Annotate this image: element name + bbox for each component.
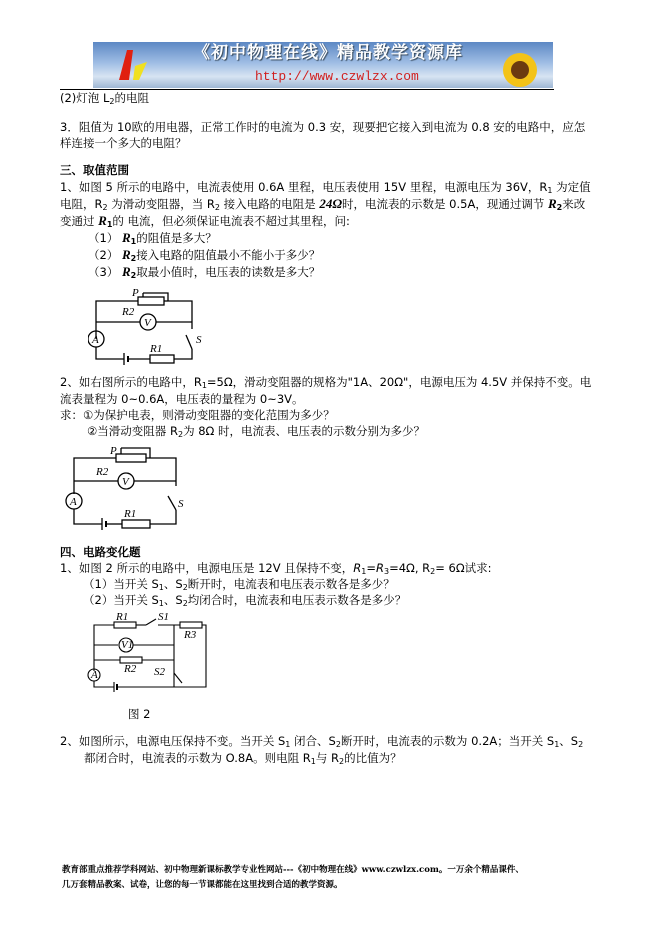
sub-question-2: （2）当开关 $S_1$、$S_2$均闭合时，电流表和电压表示数各是多少？	[83, 593, 407, 608]
label-s: S	[196, 334, 202, 346]
text-line: 求：①为保护电表，则滑动变阻器的变化范围为多少？	[60, 408, 335, 422]
label-s: S	[178, 498, 184, 510]
switch-s	[186, 335, 192, 349]
question-3-line1: 3．阻值为 10欧的用电器，正常工作时的电流为 0.3 安，现要把它接入到电流为 0.8 安的电路中，应怎	[60, 120, 586, 134]
label-a: A	[92, 334, 99, 346]
header-rule	[60, 89, 554, 90]
label-r1: R1	[116, 611, 129, 623]
circuit-diagram-3	[84, 611, 209, 695]
sub-question-3: （3） $R_2$取最小值时，电压表的读数是多大？	[88, 264, 321, 280]
text-line: ②当滑动变阻器 $R_2$为 8Ω 时，电流表、电压表的示数分别为多少？	[87, 424, 425, 439]
text-line: 1、如图 5 所示的电路中，电流表使用 0.6A 里程，电压表使用 15V 里程，电源电压为 36V，$R_1$ 为定值	[60, 180, 591, 195]
text-line: 2、如右图所示的电路中，$R_1=5\Omega$，滑动变阻器的规格为"1A、20Ω"，电源电压为 4.5V 并保持不变。电	[60, 375, 592, 390]
label-a: A	[70, 496, 77, 508]
sunflower-icon	[488, 48, 548, 88]
section-3-heading: 三、取值范围	[60, 163, 129, 177]
banner-title: 《初中物理在线》精品教学资源库	[193, 43, 463, 63]
text-line: (2)灯泡 $L_2$的电阻	[60, 91, 149, 106]
text-line: 2、如图所示，电源电压保持不变。当开关 $S_1$ 闭合、$S_2$断开时，电流表的示数为 0.2A；当开关 $S_1$、$S_2$	[60, 734, 584, 749]
label-r1: R1	[124, 508, 137, 520]
footer-line-2: 几万套精品教案、试卷，让您的每一节课都能在这里找到合适的教学资源。	[62, 880, 343, 890]
label-p: P	[132, 287, 139, 299]
resistor-r1	[150, 355, 174, 363]
label-a: A	[91, 669, 98, 681]
section-4-heading: 四、电路变化题	[60, 545, 141, 559]
label-v: V	[144, 317, 151, 329]
label-v: V	[122, 476, 129, 488]
label-p: P	[110, 445, 117, 457]
figure-caption: 图 2	[128, 707, 151, 721]
label-r2: R2	[96, 466, 109, 478]
text-line: 电阻，$R_2$ 为滑动变阻器，当 $R_2$ 接入电路的电阻是 24Ω时，电流表的示数是 0.5A，现通过调节 $R_2$来改	[60, 196, 586, 212]
banner-url: http://www.czwlzx.com	[255, 69, 419, 84]
text-line: 1、如图 2 所示的电路中，电源电压是 12V 且保持不变，$R_1=R_3=4\Omega$, $R_2= 6\Omega$试求:	[60, 561, 492, 576]
sub-question-2: （2） $R_2$接入电路的阻值最小不能小于多少？	[88, 247, 321, 263]
rheostat-r2	[138, 297, 164, 305]
text-line: 流表量程为 0~0.6A，电压表的量程为 0~3V。	[60, 392, 304, 406]
circuit-diagram-1	[88, 287, 208, 367]
question-3-line2: 样连接一个多大的电阻？	[60, 136, 187, 150]
label-r1: R1	[150, 343, 163, 355]
text-line: 都闭合时，电流表的示数为 O.8A。则电阻 $R_1$与 $R_2$的比值为？	[84, 751, 402, 766]
footer-line-1: 教育部重点推荐学科网站、初中物理新课标教学专业性网站---《初中物理在线》www.czwlzx.com。一万余个精品课件、	[62, 865, 524, 875]
label-r3: R3	[184, 629, 197, 641]
label-r2: R2	[124, 663, 137, 675]
header-banner	[93, 42, 553, 88]
label-v1: V1	[121, 639, 134, 651]
sub-question-1: （1） $R_1$的阻值是多大？	[88, 230, 217, 246]
text-line: 变通过 $R_1$的 电流，但必须保证电流表不超过其里程，问:	[60, 213, 350, 229]
logo-icon	[113, 46, 163, 86]
sub-question-1: （1）当开关 $S_1$、$S_2$断开时，电流表和电压表示数各是多少？	[83, 577, 395, 592]
circuit-diagram-2	[64, 444, 189, 532]
label-s1: S1	[158, 611, 169, 623]
label-s2: S2	[154, 666, 165, 678]
label-r2: R2	[122, 306, 135, 318]
